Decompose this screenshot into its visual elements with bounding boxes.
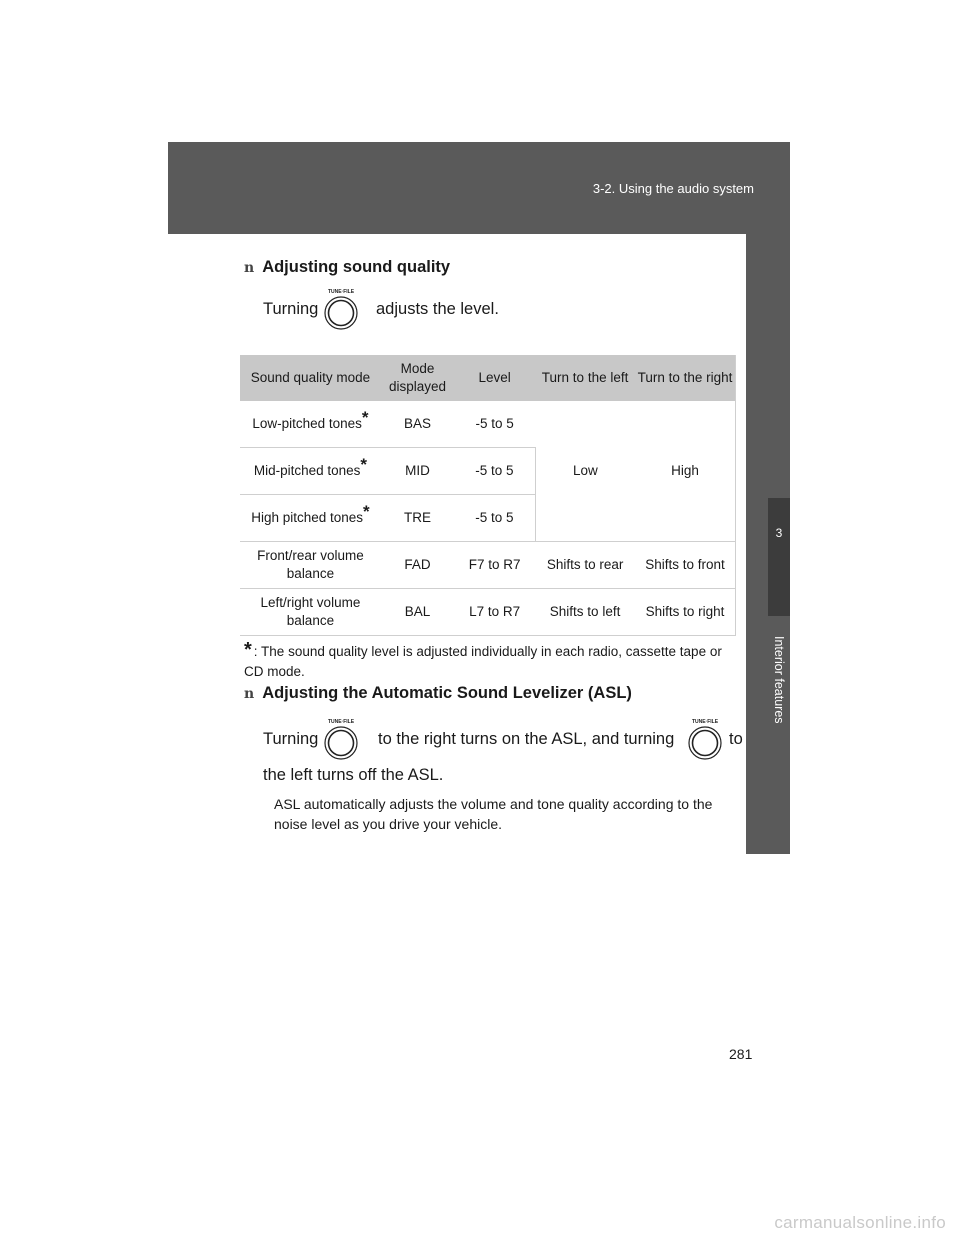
table-header-row <box>240 355 736 401</box>
page-header-bar <box>168 142 790 234</box>
cell-turn-right: Shifts to right <box>635 589 735 636</box>
asl-instruction-text: to the right turns on the ASL, and turning <box>378 730 675 748</box>
svg-text:TUNE·FILE: TUNE·FILE <box>327 719 355 725</box>
heading-text: Adjusting the Automatic Sound Levelizer (ASL) <box>262 684 632 702</box>
tune-file-knob-icon <box>324 286 358 332</box>
chapter-number: 3 <box>775 526 783 540</box>
col-header-right: Turn to the right <box>635 355 735 401</box>
cell-turn-left: Shifts to left <box>535 589 635 636</box>
heading-text: Adjusting sound quality <box>262 258 451 276</box>
col-header-mode: Sound quality mode <box>240 355 381 401</box>
col-header-level: Level <box>454 355 535 401</box>
section-heading-asl <box>244 684 632 703</box>
sound-quality-table <box>240 355 736 636</box>
svg-text:TUNE·FILE: TUNE·FILE <box>327 289 355 295</box>
cell-level: F7 to R7 <box>454 542 535 589</box>
cell-displayed: FAD <box>381 542 454 589</box>
cell-displayed: BAL <box>381 589 454 636</box>
chapter-label: Interior features <box>772 636 786 724</box>
turning-label: Turning <box>263 300 319 318</box>
tune-file-knob-icon <box>324 716 358 762</box>
col-header-left: Turn to the left <box>535 355 635 401</box>
table-row <box>240 542 736 589</box>
asl-note: ASL automatically adjusts the volume and tone quality according to the noise level as you drive your vehicle. <box>274 796 713 832</box>
asl-instruction-line2: the left turns off the ASL. <box>263 766 444 784</box>
cell-level: -5 to 5 <box>454 448 535 495</box>
turning-label: Turning <box>263 730 319 748</box>
cell-mode: Left/right volume balance <box>240 589 381 636</box>
cell-turn-left-merged: Low <box>535 401 635 542</box>
cell-mode: High pitched tones* <box>240 495 381 542</box>
col-header-displayed: Mode displayed <box>381 355 454 401</box>
footnote-text: : The sound quality level is adjusted individually in each radio, cassette tape or CD mode. <box>244 644 722 679</box>
page-number: 281 <box>729 1046 753 1062</box>
chapter-label-tab <box>768 616 790 854</box>
cell-displayed: TRE <box>381 495 454 542</box>
bullet-marker: n <box>244 686 255 702</box>
table-row <box>240 589 736 636</box>
tune-file-knob-icon <box>688 716 722 762</box>
cell-displayed: BAS <box>381 401 454 448</box>
section-heading-sound-quality <box>244 258 450 277</box>
cell-mode: Low-pitched tones* <box>240 401 381 448</box>
cell-mode: Mid-pitched tones* <box>240 448 381 495</box>
table-footnote <box>244 640 744 682</box>
watermark-text: carmanualsonline.info <box>774 1213 946 1232</box>
adjusts-level-text: adjusts the level. <box>376 300 499 318</box>
bullet-marker: n <box>244 260 255 276</box>
cell-level: L7 to R7 <box>454 589 535 636</box>
asl-to-text: to <box>729 730 743 748</box>
cell-mode: Front/rear volume balance <box>240 542 381 589</box>
svg-text:TUNE·FILE: TUNE·FILE <box>691 719 719 725</box>
cell-level: -5 to 5 <box>454 401 535 448</box>
cell-displayed: MID <box>381 448 454 495</box>
chapter-number-tab[interactable] <box>768 498 790 616</box>
cell-turn-right-merged: High <box>635 401 735 542</box>
section-title: 3-2. Using the audio system <box>592 181 754 196</box>
cell-turn-left: Shifts to rear <box>535 542 635 589</box>
footnote-star: * <box>244 639 252 661</box>
table-row <box>240 401 736 448</box>
cell-level: -5 to 5 <box>454 495 535 542</box>
cell-turn-right: Shifts to front <box>635 542 735 589</box>
